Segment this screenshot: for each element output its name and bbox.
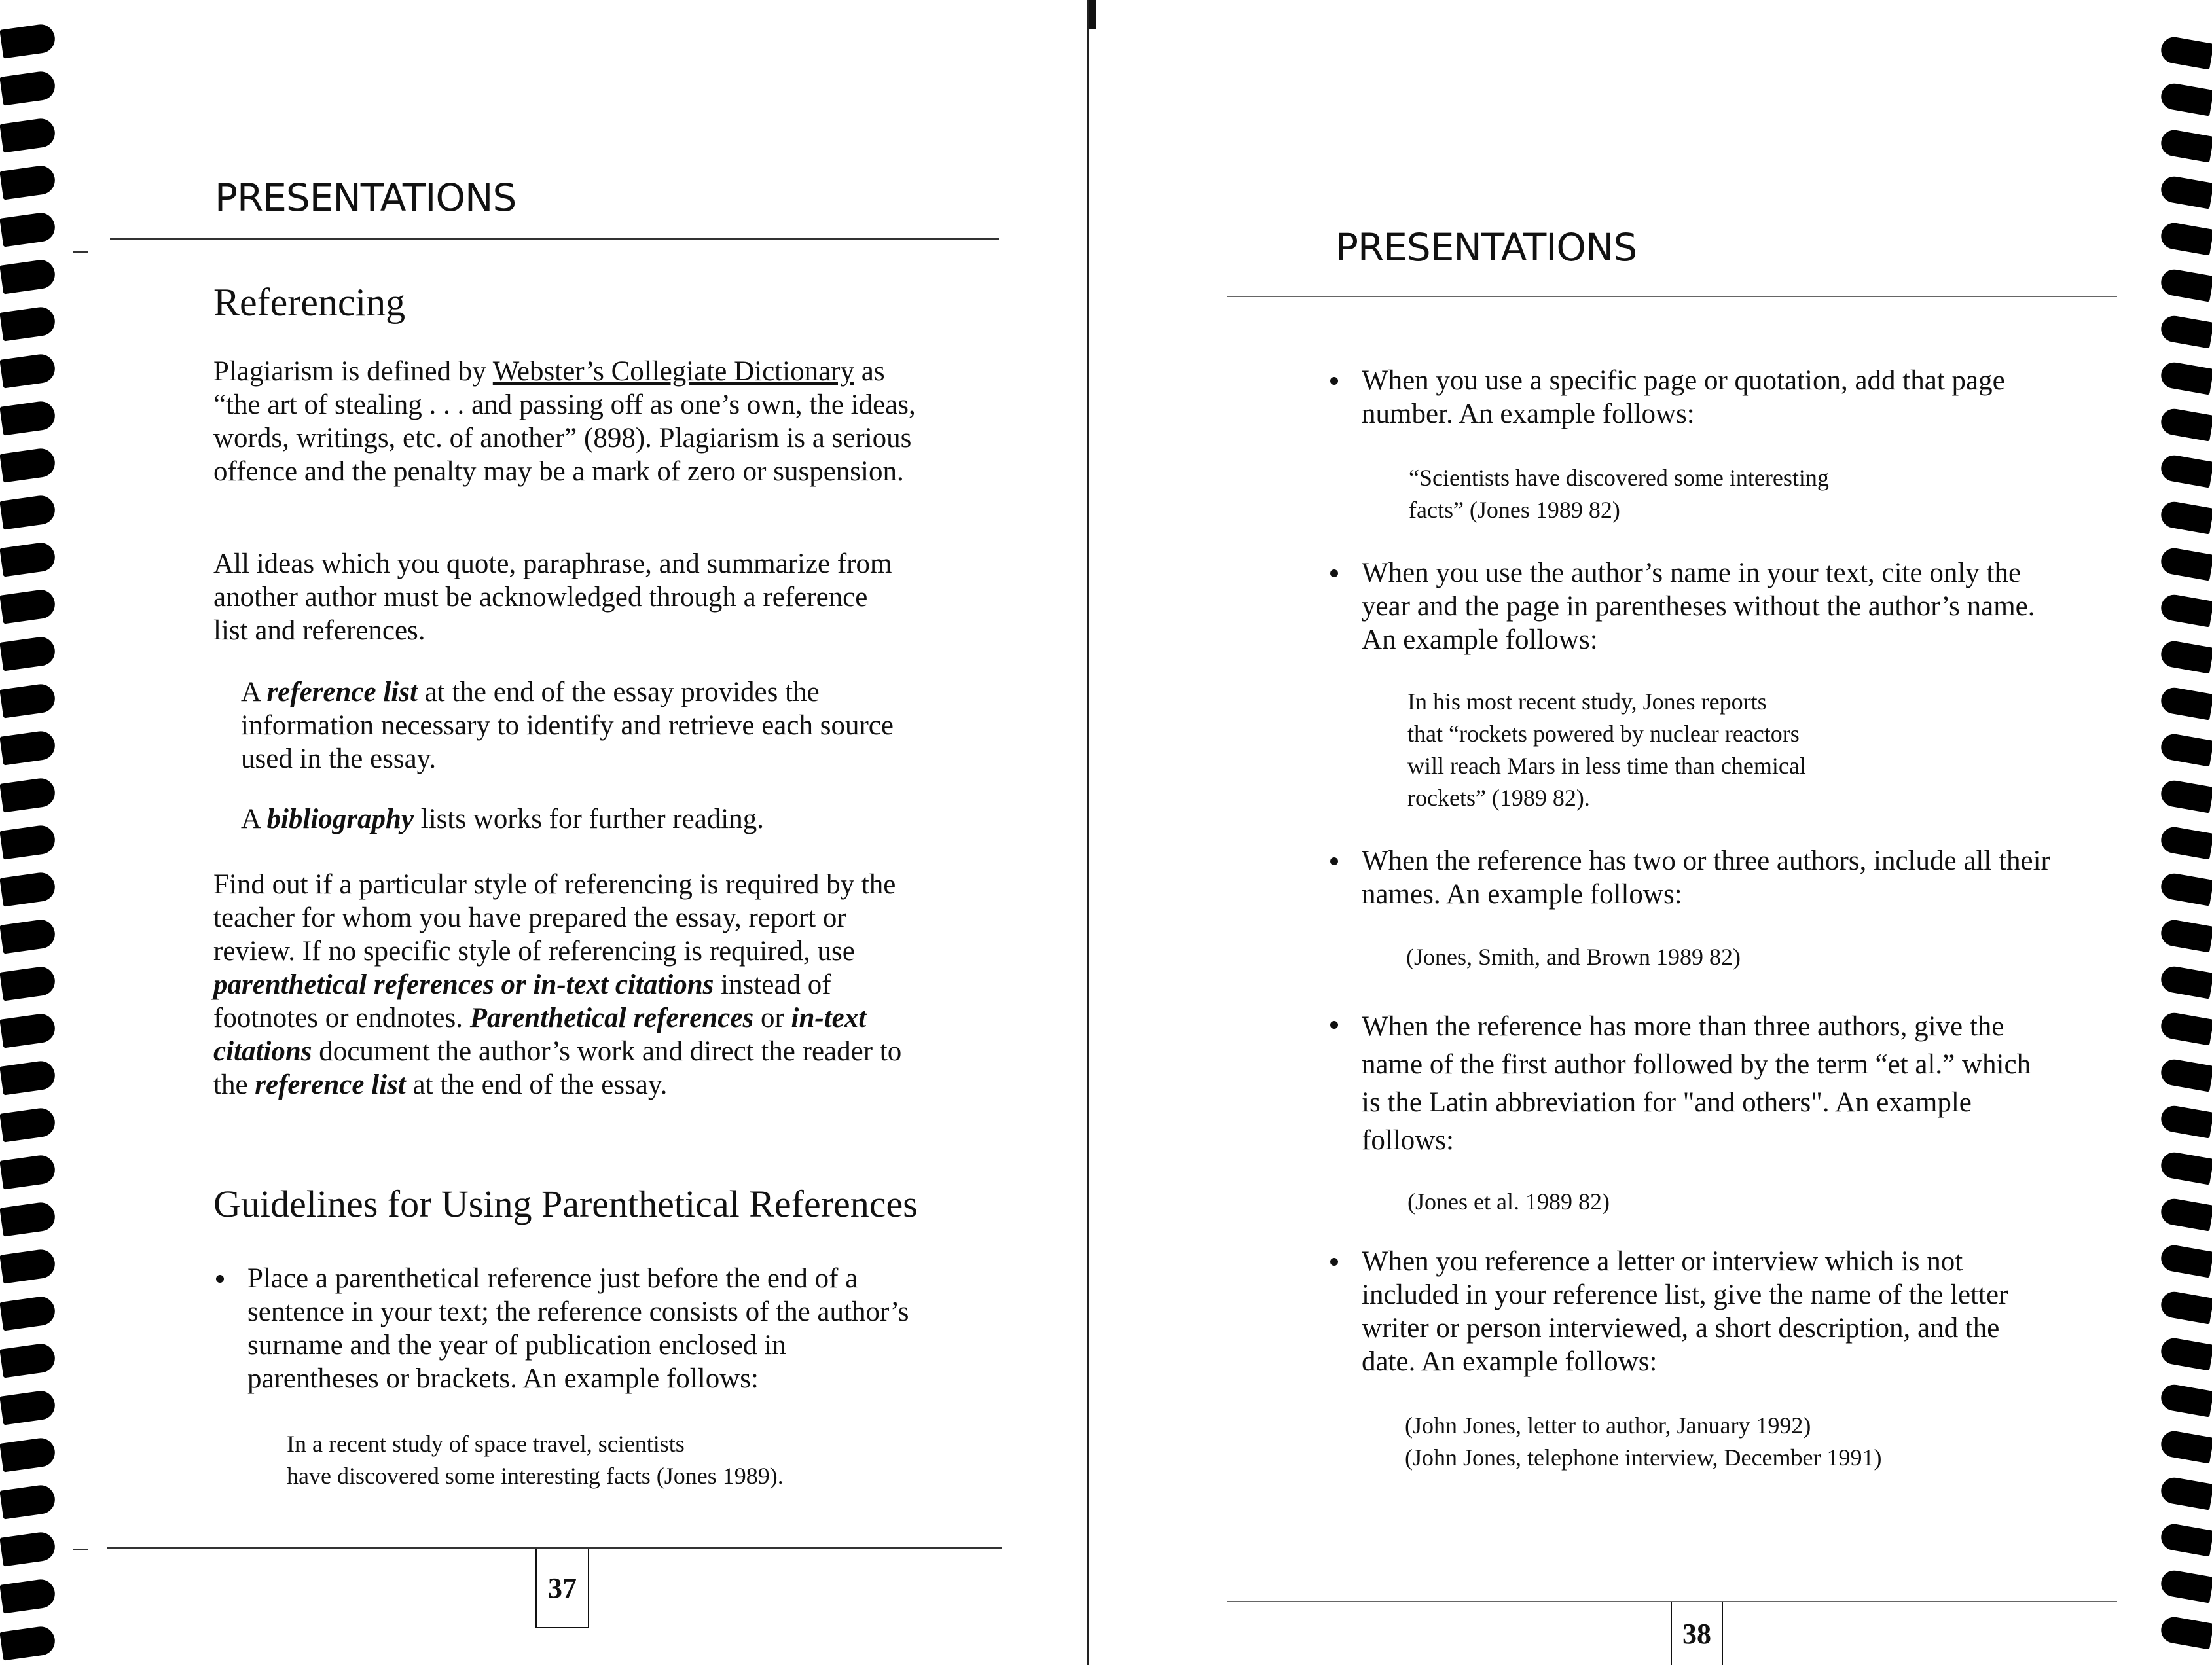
spiral-ring — [0, 1578, 57, 1614]
list-item — [1330, 364, 2050, 431]
margin-mark — [73, 251, 88, 253]
spiral-ring — [0, 494, 57, 530]
list-item-text: Place a parenthetical reference just before the end of a sentence in your text; the reference consists of the author’s surname and the year of publication enclosed in parentheses or brackets. An example follows: — [247, 1263, 909, 1394]
bullet-icon — [1330, 1258, 1338, 1266]
spiral-ring — [0, 1012, 57, 1048]
spiral-ring — [2159, 1569, 2212, 1603]
spiral-ring — [0, 1531, 57, 1567]
term-reference-list: reference list — [255, 1069, 406, 1100]
spiral-ring — [0, 1625, 57, 1661]
spiral-ring — [0, 541, 57, 577]
list-item — [216, 1262, 923, 1395]
list-item — [1330, 556, 2050, 656]
list-item-text: When you reference a letter or interview which is not included in your reference list, give the name of the letter writer or person interviewed, a short description, and the date. An example follows: — [1362, 1246, 2008, 1377]
list-item-text: When you use a specific page or quotation, add that page number. An example follows: — [1362, 365, 2005, 429]
list-item — [1330, 1008, 2050, 1160]
spiral-ring — [2159, 732, 2212, 767]
spiral-ring — [0, 23, 57, 59]
list-item — [1330, 844, 2050, 911]
spiral-ring — [2159, 1336, 2212, 1371]
spiral-ring — [2159, 454, 2212, 488]
list-item-text: When you use the author’s name in your text, cite only the year and the page in parentheses without the author’s name. An example follows: — [1362, 558, 2035, 655]
bullet-icon — [216, 1275, 224, 1283]
spiral-ring — [2159, 221, 2212, 256]
spiral-ring — [0, 164, 57, 200]
spiral-ring — [0, 777, 57, 813]
quote-line: “Scientists have discovered some interesting — [1409, 465, 1829, 491]
spiral-ring — [0, 683, 57, 719]
spiral-ring — [2159, 639, 2212, 674]
list-item-text: When the reference has two or three authors, include all their names. An example follows: — [1362, 846, 2050, 910]
quote-line: facts” (Jones 1989 82) — [1409, 497, 1620, 523]
bullet-icon — [1330, 569, 1338, 577]
para-text: A — [241, 677, 267, 707]
spiral-binding-left — [0, 0, 62, 1665]
spiral-ring — [2159, 593, 2212, 628]
margin-mark — [73, 1549, 88, 1550]
spiral-ring — [2159, 1476, 2212, 1511]
page-number: 37 — [535, 1549, 589, 1628]
spiral-ring — [0, 1342, 57, 1378]
spiral-ring — [2159, 1104, 2212, 1139]
para-text: Find out if a particular style of referencing is required by the teacher for whom you have prepared the essay, report or review. If no specific style of referencing is required, use — [213, 869, 896, 967]
header-rule — [110, 238, 999, 240]
spiral-ring — [2159, 779, 2212, 814]
quote-line: (John Jones, letter to author, January 1992) — [1405, 1412, 1811, 1439]
spiral-ring — [2159, 314, 2212, 349]
spiral-ring — [0, 1389, 57, 1425]
bullet-icon — [1330, 377, 1338, 385]
spiral-ring — [2159, 1151, 2212, 1185]
spiral-ring — [2159, 872, 2212, 906]
para-text: or — [753, 1003, 791, 1033]
quote-line: will reach Mars in less time than chemical — [1407, 753, 1806, 779]
spiral-ring — [0, 70, 57, 106]
spiral-ring — [0, 871, 57, 907]
spiral-ring — [0, 259, 57, 295]
spiral-ring — [0, 1060, 57, 1096]
term-parenthetical: parenthetical references or in-text citations — [213, 969, 714, 1000]
spiral-ring — [2159, 1522, 2212, 1557]
spiral-ring — [2159, 1383, 2212, 1418]
para-text: instead of footnotes or endnotes. — [213, 969, 831, 1033]
quote-line: In a recent study of space travel, scientists — [287, 1431, 685, 1457]
spiral-ring — [2159, 500, 2212, 535]
para-text: as “the art of stealing . . . and passing off as one’s own, the ideas, words, writings, etc. of another” (898). Plagiarism is a serious offence and the penalty may be a mark of zero or suspension. — [213, 356, 916, 487]
quote-line: (John Jones, telephone interview, December 1991) — [1405, 1444, 1882, 1471]
para-text: at the end of the essay. — [405, 1069, 668, 1100]
spiral-ring — [2159, 128, 2212, 163]
spiral-ring — [2159, 1290, 2212, 1325]
bullet-icon — [1330, 1021, 1338, 1029]
spiral-ring — [2159, 918, 2212, 953]
list-item — [1330, 1245, 2050, 1378]
spiral-ring — [2159, 546, 2212, 581]
spiral-ring — [2159, 1244, 2212, 1278]
spiral-ring — [2159, 268, 2212, 302]
spiral-ring — [0, 1295, 57, 1331]
example-quote — [1409, 462, 1829, 526]
para-text: document the author’s work and direct the reader to the — [213, 1036, 902, 1100]
spiral-ring — [0, 636, 57, 671]
spiral-ring — [0, 824, 57, 860]
list-item-text: When the reference has more than three authors, give the name of the first author followed by the term “et al.” which is the Latin abbreviation for "and others". An example follows: — [1362, 1011, 2031, 1156]
example-quote — [1405, 1410, 1881, 1474]
spiral-ring — [2159, 175, 2212, 209]
spiral-ring — [2159, 1615, 2212, 1650]
spiral-ring — [0, 1248, 57, 1284]
para-text: Plagiarism is defined by — [213, 356, 493, 387]
quote-line: that “rockets powered by nuclear reactors — [1407, 721, 1800, 747]
quote-line: In his most recent study, Jones reports — [1407, 689, 1767, 715]
spiral-ring — [0, 1201, 57, 1237]
section-title: PRESENTATIONS — [1335, 225, 1637, 270]
style-paragraph — [213, 868, 911, 1101]
spiral-ring — [0, 447, 57, 483]
spiral-ring — [0, 1484, 57, 1520]
spiral-ring — [0, 730, 57, 766]
spiral-ring — [2159, 1011, 2212, 1046]
term-in-text: in-text citations — [213, 1003, 867, 1067]
para-text: lists works for further reading. — [414, 804, 764, 834]
dictionary-title: Webster’s Collegiate Dictionary — [492, 356, 854, 387]
example-quote — [1407, 686, 1806, 814]
spiral-ring — [2159, 965, 2212, 999]
reference-list-definition — [241, 675, 896, 776]
spiral-ring — [2159, 35, 2212, 70]
spiral-ring — [0, 965, 57, 1001]
example-quote: (Jones, Smith, and Brown 1989 82) — [1406, 944, 1741, 970]
para-text: at the end of the essay provides the information necessary to identify and retrieve each source used in the essay. — [241, 677, 894, 774]
spiral-ring — [2159, 82, 2212, 116]
quote-line: have discovered some interesting facts (Jones 1989). — [287, 1463, 784, 1489]
acknowledge-paragraph: All ideas which you quote, paraphrase, and summarize from another author must be acknowledged through a reference list and references. — [213, 548, 892, 646]
spiral-ring — [0, 1154, 57, 1190]
spiral-ring — [0, 400, 57, 436]
spiral-ring — [0, 918, 57, 954]
example-quote: (Jones et al. 1989 82) — [1407, 1189, 1610, 1215]
spiral-ring — [2159, 1429, 2212, 1464]
quote-line: rockets” (1989 82). — [1407, 785, 1590, 811]
spiral-ring — [0, 211, 57, 247]
term-parenthetical: Parenthetical references — [469, 1003, 754, 1033]
left-page — [0, 0, 1087, 1665]
page-number: 38 — [1671, 1602, 1723, 1665]
spiral-ring — [2159, 825, 2212, 860]
plagiarism-paragraph — [213, 355, 920, 488]
spiral-ring — [0, 1107, 57, 1143]
spiral-ring — [2159, 686, 2212, 721]
spiral-ring — [0, 306, 57, 342]
bullet-icon — [1330, 857, 1338, 865]
spiral-ring — [0, 353, 57, 389]
header-rule — [1227, 296, 2117, 297]
right-page — [1087, 0, 2212, 1665]
guidelines-heading: Guidelines for Using Parenthetical References — [213, 1183, 918, 1225]
bibliography-definition — [241, 802, 896, 836]
spiral-ring — [0, 117, 57, 153]
spiral-ring — [2159, 1058, 2212, 1092]
spiral-ring — [0, 1437, 57, 1473]
para-text: A — [241, 804, 267, 834]
spiral-ring — [2159, 1197, 2212, 1232]
example-quote — [287, 1428, 784, 1492]
term-bibliography: bibliography — [266, 804, 414, 834]
section-title: PRESENTATIONS — [215, 175, 517, 220]
spiral-ring — [2159, 407, 2212, 442]
spiral-ring — [0, 588, 57, 624]
spiral-ring — [2159, 361, 2212, 395]
heading-referencing: Referencing — [213, 281, 406, 324]
spiral-binding-right — [2150, 0, 2212, 1665]
term-reference-list: reference list — [266, 677, 418, 707]
